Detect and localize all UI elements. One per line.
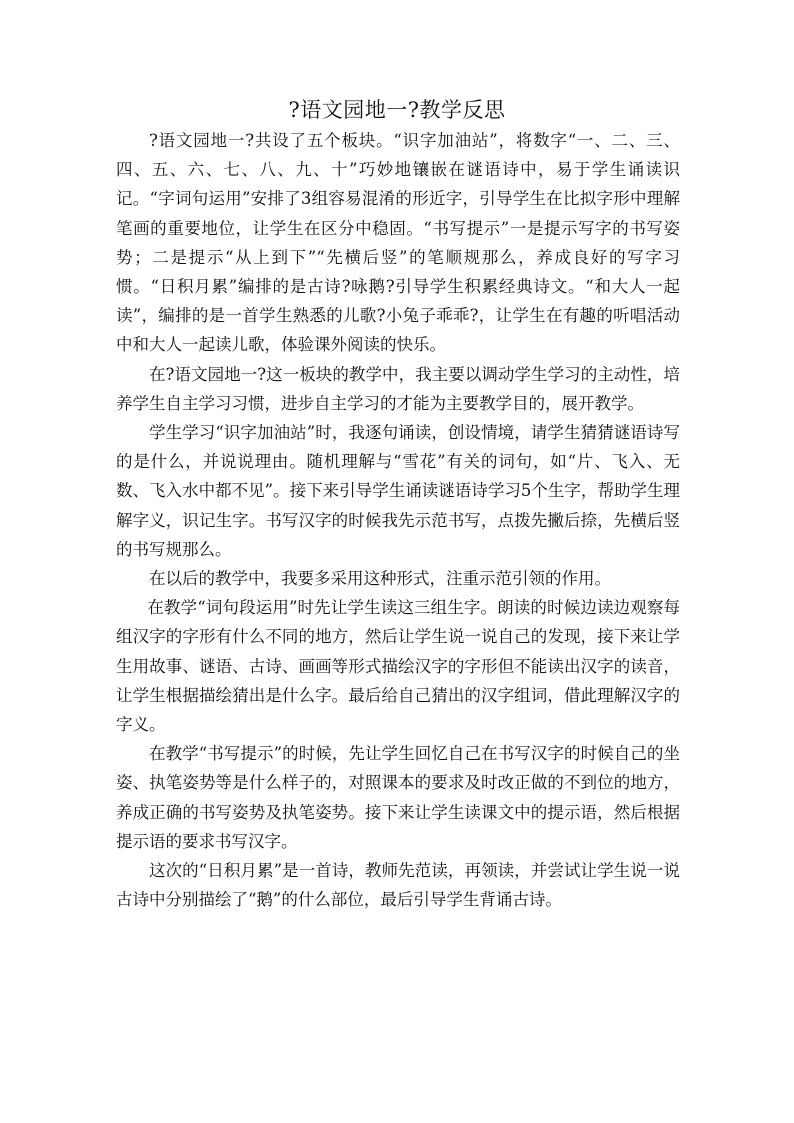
paragraph-literacy-station: 学生学习“识字加油站”时，我逐句诵读，创设情境，请学生猜猜谜语诗写的是什么，并说说理由。随机理解与“雪花”有关的词句，如“片、飞入、无数、飞入水中都不见”。接下来引导学生诵读谜语诗学习5个生字，帮助学生理解字义，识记生字。书写汉字的时候我先示范书写，点拨先撇后捺，先横后竖的书写规那么。 (116, 423, 680, 559)
paragraph-word-usage: 在教学“词句段运用”时先让学生读这三组生字。朗读的时候边读边观察每组汉字的字形有什么不同的地方，然后让学生说一说自己的发现，接下来让学生用故事、谜语、古诗、画画等形式描绘汉字的字形但不能读出汉字的读音，让学生根据描绘猜出是什么字。最后给自己猜出的汉字组词，借此理解汉字的字义。 (116, 598, 680, 735)
paragraph-teaching-goal: 在?语文园地一?这一板块的教学中，我主要以调动学生学习的主动性，培养学生自主学习习惯，进步自主学习的才能为主要教学目的，展开教学。 (116, 364, 680, 413)
paragraph-overview: ?语文园地一?共设了五个板块。“识字加油站”，将数字“一、二、三、四、五、六、七、八、九、十”巧妙地镶嵌在谜语诗中，易于学生诵读识记。“字词句运用”安排了3组容易混淆的形近字，引导学生在比拟字形中理解笔画的重要地位，让学生在区分中稳固。“书写提示”一是提示写字的书写姿势；二是提示“从上到下”“先横后竖”的笔顺规那么，养成良好的写字习惯。“日积月累”编排的是古诗?咏鹅?引导学生积累经典诗文。“和大人一起读”，编排的是一首学生熟悉的儿歌?小兔子乖乖?，让学生在有趣的听唱活动中和大人一起读儿歌，体验课外阅读的快乐。 (116, 131, 680, 355)
paragraph-writing-tips: 在教学“书写提示”的时候，先让学生回忆自己在书写汉字的时候自己的坐姿、执笔姿势等是什么样子的，对照课本的要求及时改正做的不到位的地方，养成正确的书写姿势及执笔姿势。接下来让学生读课文中的提示语，然后根据提示语的要求书写汉字。 (116, 744, 680, 851)
paragraph-daily-accumulation: 这次的“日积月累”是一首诗，教师先范读，再领读，并尝试让学生说一说古诗中分别描绘了“鹅”的什么部位，最后引导学生背诵古诗。 (116, 861, 680, 910)
paragraph-future-plan: 在以后的教学中，我要多采用这种形式，注重示范引领的作用。 (149, 569, 611, 589)
document-body (116, 126, 680, 914)
document-title: ?语文园地一?教学反思 (288, 98, 506, 122)
